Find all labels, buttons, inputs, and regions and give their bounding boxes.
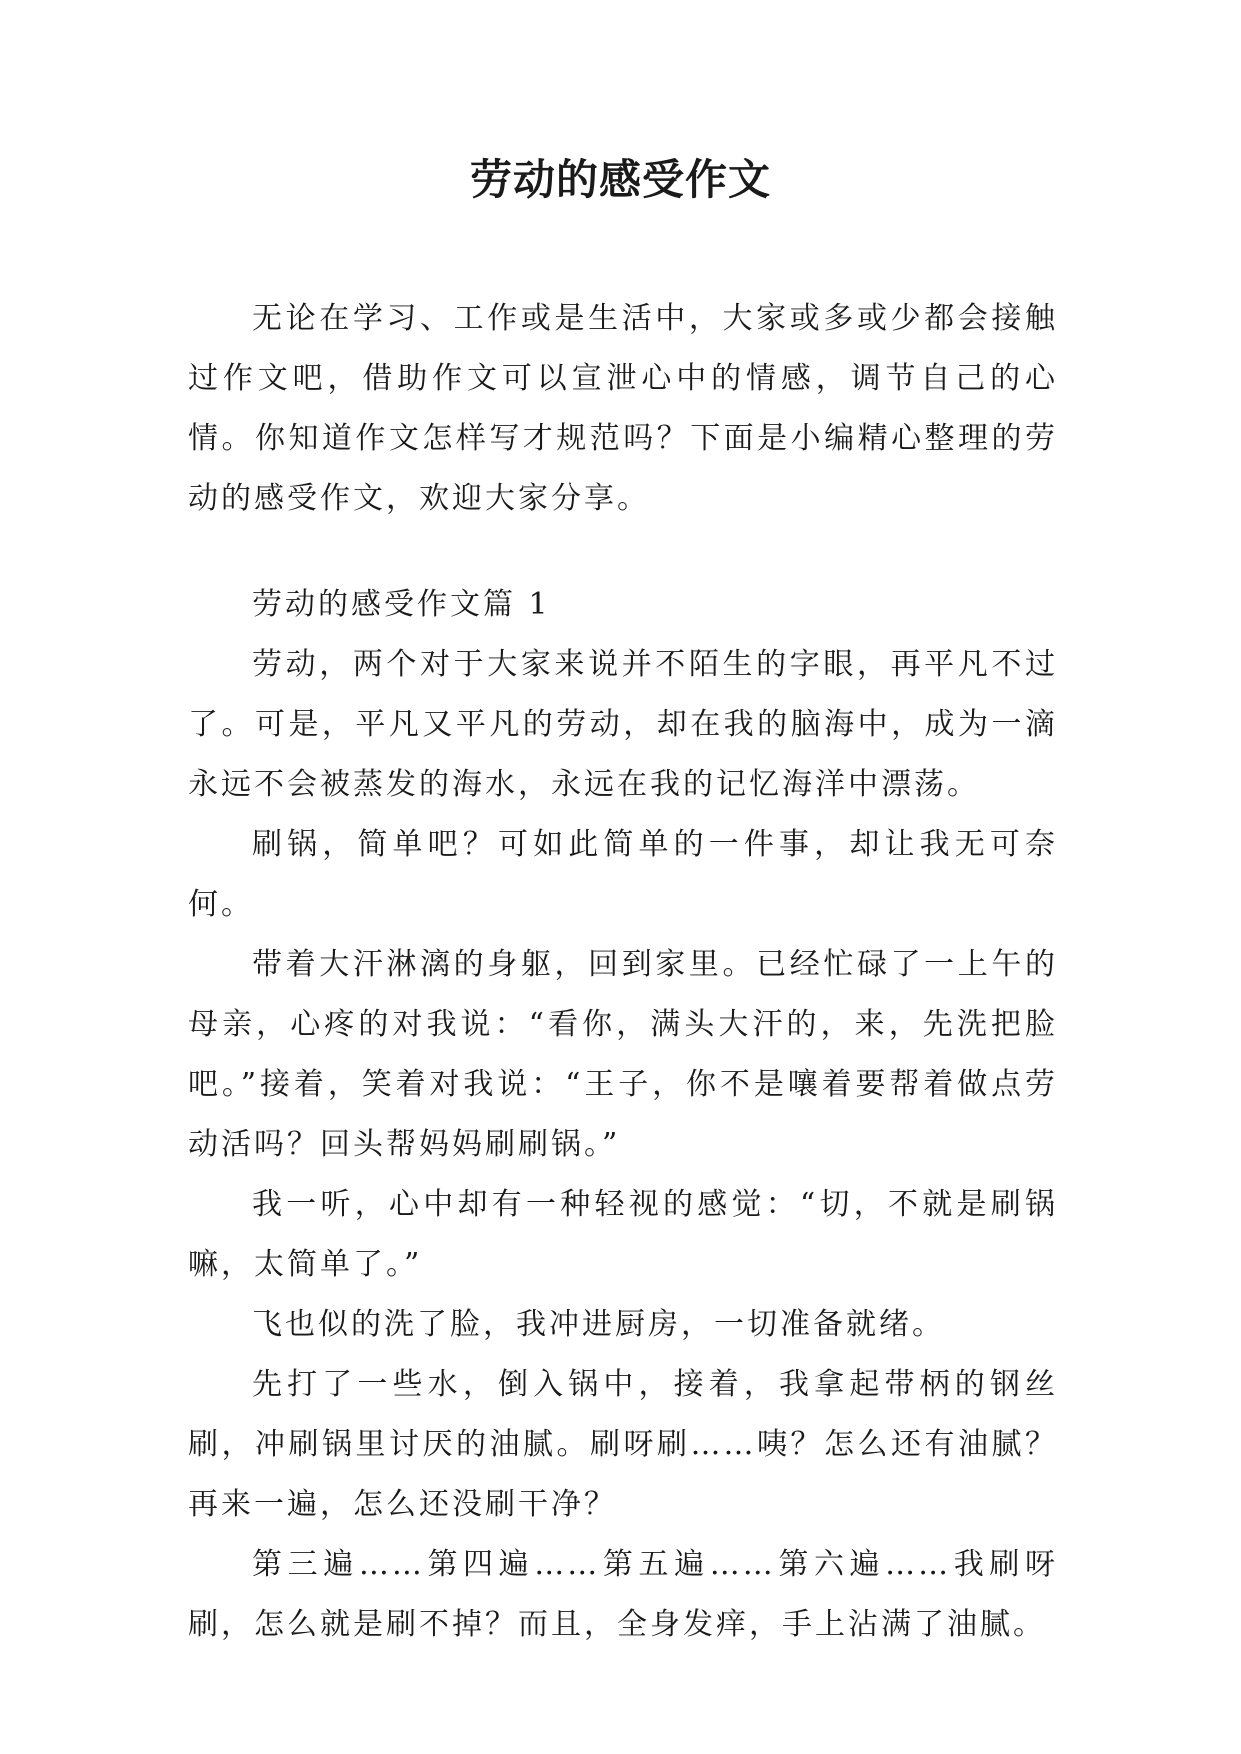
- article-paragraph: 我一听，心中却有一种轻视的感觉：“切，不就是刷锅嘛，太简单了。”: [188, 1187, 1058, 1282]
- intro-paragraph: 无论在学习、工作或是生活中，大家或多或少都会接触过作文吧，借助作文可以宣泄心中的情感，调节自己的心情。你知道作文怎样写才规范吗？下面是小编精心整理的劳动的感受作文，欢迎大家分享。: [188, 301, 1058, 516]
- article-paragraph: 第三遍……第四遍……第五遍……第六遍……我刷呀刷，怎么就是刷不掉？而且，全身发痒，手上沾满了油腻。: [188, 1547, 1058, 1642]
- article-paragraph: 先打了一些水，倒入锅中，接着，我拿起带柄的钢丝刷，冲刷锅里讨厌的油腻。刷呀刷……咦？怎么还有油腻？再来一遍，怎么还没刷干净？: [188, 1367, 1058, 1522]
- article-paragraph: 带着大汗淋漓的身躯，回到家里。已经忙碌了一上午的母亲，心疼的对我说：“看你，满头大汗的，来，先洗把脸吧。”接着，笑着对我说：“王子，你不是嚷着要帮着做点劳动活吗？回头帮妈妈刷刷锅。”: [188, 947, 1058, 1162]
- article-paragraph: 刷锅，简单吧？可如此简单的一件事，却让我无可奈何。: [188, 827, 1058, 922]
- document-title: 劳动的感受作文: [469, 155, 771, 204]
- article-body: [188, 575, 1058, 1655]
- section-heading: 劳动的感受作文篇 1: [252, 587, 551, 622]
- article-paragraph: 劳动，两个对于大家来说并不陌生的字眼，再平凡不过了。可是，平凡又平凡的劳动，却在我的脑海中，成为一滴永远不会被蒸发的海水，永远在我的记忆海洋中漂荡。: [188, 647, 1058, 802]
- article-paragraph: 飞也似的洗了脸，我冲进厨房，一切准备就绪。: [252, 1307, 945, 1342]
